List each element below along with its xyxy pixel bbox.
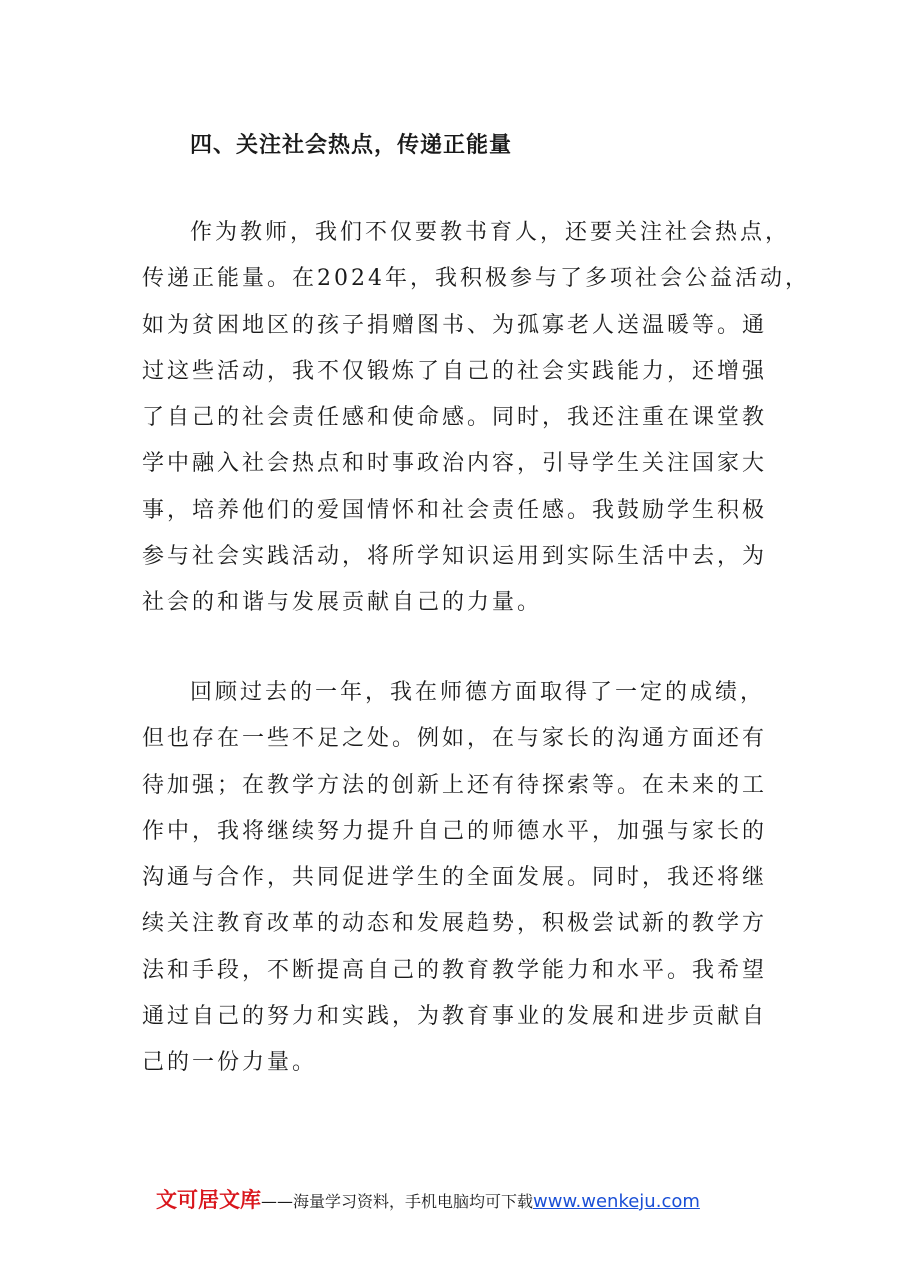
paragraph-line: 事，培养他们的爱国情怀和社会责任感。我鼓励学生积极	[142, 497, 768, 523]
paragraph-line: 待加强；在教学方法的创新上还有待探索等。在未来的工	[142, 772, 768, 798]
paragraph-review	[142, 670, 782, 1087]
paragraph-line: 续关注教育改革的动态和发展趋势，积极尝试新的教学方	[142, 911, 768, 937]
paragraph-line: 沟通与合作，共同促进学生的全面发展。同时，我还将继	[142, 865, 768, 891]
paragraph-line: 了自己的社会责任感和使命感。同时，我还注重在课堂教	[142, 405, 768, 431]
paragraph-line: 回顾过去的一年，我在师德方面取得了一定的成绩，	[190, 680, 766, 705]
paragraph-line: 但也存在一些不足之处。例如，在与家长的沟通方面还有	[142, 726, 768, 752]
paragraph-line: 作中，我将继续努力提升自己的师德水平，加强与家长的	[142, 818, 768, 844]
footer-tagline: ——海量学习资料，手机电脑均可下载	[261, 1192, 534, 1211]
footer-banner	[156, 1184, 700, 1214]
paragraph-line: 学中融入社会热点和时事政治内容，引导学生关注国家大	[142, 451, 768, 477]
paragraph-line: 过这些活动，我不仅锻炼了自己的社会实践能力，还增强	[142, 358, 768, 384]
paragraph-line: 社会的和谐与发展贡献自己的力量。	[142, 590, 543, 616]
paragraph-line: 传递正能量。在2024年，我积极参与了多项社会公益活动，	[142, 266, 810, 292]
footer-brand: 文可居文库	[156, 1188, 261, 1212]
paragraph-line: 作为教师，我们不仅要教书育人，还要关注社会热点，	[190, 220, 791, 245]
paragraph-line: 法和手段，不断提高自己的教育教学能力和水平。我希望	[142, 957, 768, 983]
paragraph-line: 如为贫困地区的孩子捐赠图书、为孤寡老人送温暖等。通	[142, 312, 768, 338]
paragraph-line: 参与社会实践活动，将所学知识运用到实际生活中去，为	[142, 544, 768, 570]
section-heading: 四、关注社会热点，传递正能量	[190, 132, 513, 158]
paragraph-social-hotspots	[142, 210, 810, 627]
paragraph-line: 己的一份力量。	[142, 1050, 318, 1076]
footer-website-link[interactable]: www.wenkeju.com	[533, 1191, 700, 1212]
paragraph-line: 通过自己的努力和实践，为教育事业的发展和进步贡献自	[142, 1004, 768, 1030]
